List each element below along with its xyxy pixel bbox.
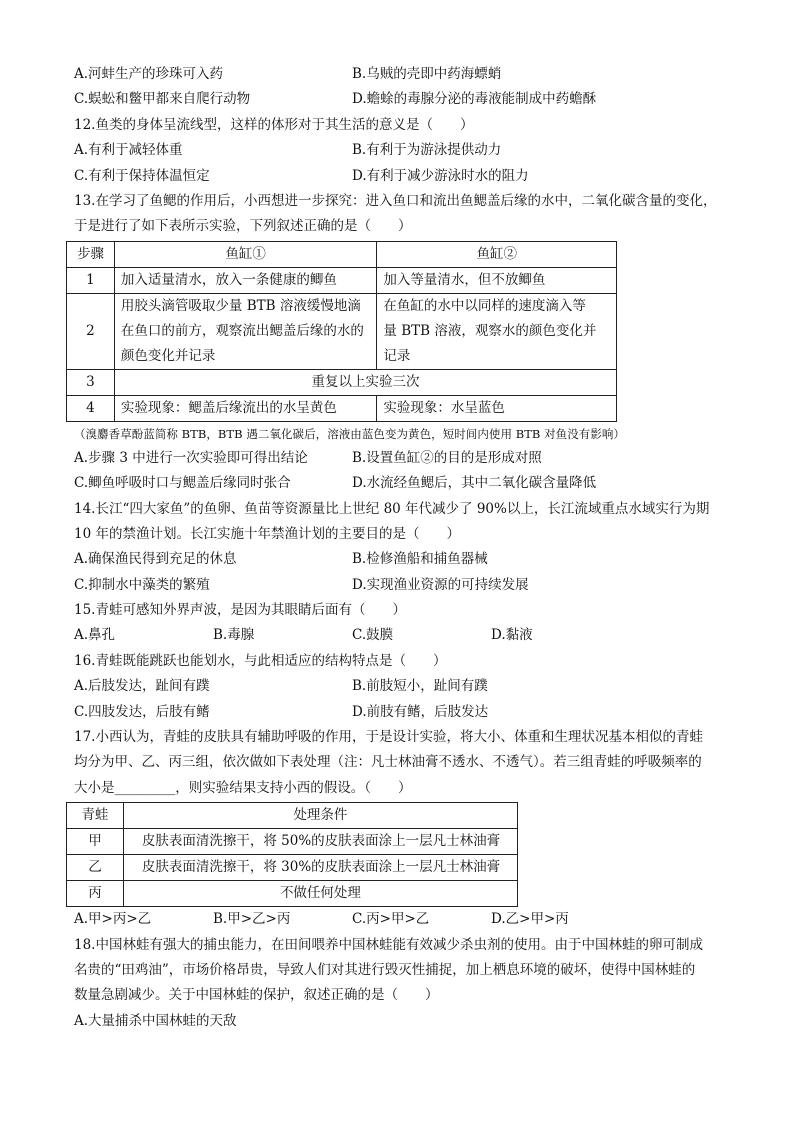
q17-option-c[interactable]: C.丙>甲>乙 bbox=[352, 911, 430, 928]
q15-option-a[interactable]: A.鼻孔 bbox=[74, 627, 116, 644]
group-label: 乙 bbox=[67, 855, 124, 881]
cell-line: 在鱼缸的水中以同样的速度滴入等 bbox=[383, 297, 586, 314]
q12-options-ab bbox=[74, 138, 739, 163]
q11-option-c[interactable]: C.蜈蚣和鳖甲都来自爬行动物 bbox=[74, 91, 251, 108]
q12-stem: 12.鱼类的身体呈流线型，这样的体形对于其生活的意义是（ ） bbox=[74, 116, 474, 133]
q13-option-d[interactable]: D.水流经鱼鳃后，其中二氧化碳含量降低 bbox=[352, 475, 597, 492]
table-row bbox=[67, 293, 617, 369]
q18-stem-line1: 18.中国林蛙有强大的捕虫能力，在田间喂养中国林蛙能有效减少杀虫剂的使用。由于中国林蛙的卵可制成 bbox=[74, 936, 703, 953]
q17-option-a[interactable]: A.甲>丙>乙 bbox=[74, 911, 152, 928]
cell-line: 用胶头滴管吸取少量 BTB 溶液缓慢地滴 bbox=[120, 297, 361, 314]
q12-option-a[interactable]: A.有利于减轻体重 bbox=[74, 142, 183, 159]
header-condition: 处理条件 bbox=[123, 803, 517, 829]
step-number: 1 bbox=[67, 267, 115, 293]
q17-treatment-table bbox=[66, 802, 518, 907]
header-tank-1: 鱼缸① bbox=[114, 241, 377, 267]
q14-option-c[interactable]: C.抑制水中藻类的繁殖 bbox=[74, 576, 210, 593]
q12-option-b[interactable]: B.有利于为游泳提供动力 bbox=[352, 142, 502, 159]
q12-option-c[interactable]: C.有利于保持体温恒定 bbox=[74, 167, 210, 184]
step-number: 2 bbox=[67, 293, 115, 369]
tank-2-cell: 实验现象：水呈蓝色 bbox=[377, 395, 617, 421]
group-label: 丙 bbox=[67, 881, 124, 907]
q17-options bbox=[74, 907, 739, 932]
q14-option-b[interactable]: B.检修渔船和捕鱼器械 bbox=[352, 551, 488, 568]
q14-options-cd bbox=[74, 573, 739, 598]
q15-option-d[interactable]: D.黏液 bbox=[491, 627, 533, 644]
q16-option-c[interactable]: C.四肢发达，后肢有鳍 bbox=[74, 703, 210, 720]
q11-options-ab bbox=[74, 62, 739, 87]
q11-option-b[interactable]: B.乌贼的壳即中药海螵蛸 bbox=[352, 66, 502, 82]
q17-option-d[interactable]: D.乙>甲>丙 bbox=[491, 911, 569, 928]
q17-stem-line2: 均分为甲、乙、丙三组，依次做如下表处理（注：凡士林油膏不透水、不透气）。若三组青蛙的呼吸频率的 bbox=[74, 754, 702, 771]
q14-option-d[interactable]: D.实现渔业资源的可持续发展 bbox=[352, 576, 529, 593]
q15-option-b[interactable]: B.毒腺 bbox=[213, 627, 255, 644]
q13-note: （溴麝香草酚蓝简称 BTB，BTB 遇二氧化碳后，溶液由蓝色变为黄色，短时间内使用 BTB 对鱼没有影响） bbox=[74, 426, 625, 441]
header-step: 步骤 bbox=[67, 241, 115, 267]
condition-cell: 皮肤表面清洗擦干，将 50%的皮肤表面涂上一层凡士林油膏 bbox=[123, 829, 517, 855]
table-row bbox=[67, 267, 617, 293]
condition-cell: 不做任何处理 bbox=[123, 881, 517, 907]
tank-1-cell bbox=[114, 293, 377, 369]
q15-option-c[interactable]: C.鼓膜 bbox=[352, 627, 394, 644]
tank-2-cell: 加入等量清水，但不放鲫鱼 bbox=[377, 267, 617, 293]
table-row bbox=[67, 881, 518, 907]
cell-line: 记录 bbox=[383, 347, 411, 364]
q13-options-cd bbox=[74, 471, 739, 496]
q13-option-b[interactable]: B.设置鱼缸②的目的是形成对照 bbox=[352, 449, 542, 466]
q11-options-cd bbox=[74, 87, 739, 112]
q16-option-a[interactable]: A.后肢发达，趾间有蹼 bbox=[74, 678, 210, 695]
q14-stem-line1: 14.长江“四大家鱼”的鱼卵、鱼苗等资源量比上世纪 80 年代减少了 90%以上，长江流域重点水域实行为期 bbox=[74, 500, 710, 517]
q14-stem-line2: 10 年的禁渔计划。长江实施十年禁渔计划的主要目的是（ ） bbox=[74, 525, 460, 542]
q12-options-cd bbox=[74, 164, 739, 189]
cell-line: 颜色变化并记录 bbox=[120, 347, 216, 364]
q16-options-ab bbox=[74, 674, 739, 699]
table-row bbox=[67, 855, 518, 881]
merged-cell: 重复以上实验三次 bbox=[114, 369, 616, 395]
q16-option-b[interactable]: B.前肢短小，趾间有蹼 bbox=[352, 678, 488, 695]
header-tank-2: 鱼缸② bbox=[377, 241, 617, 267]
q18-option-a[interactable]: A.大量捕杀中国林蛙的天敌 bbox=[74, 1012, 237, 1029]
q16-stem: 16.青蛙既能跳跃也能划水，与此相适应的结构特点是（ ） bbox=[74, 652, 447, 669]
q16-options-cd bbox=[74, 700, 739, 725]
q17-stem-line1: 17.小西认为，青蛙的皮肤具有辅助呼吸的作用，于是设计实验，将大小、体重和生理状况基本相似的青蛙 bbox=[74, 729, 703, 746]
q15-options bbox=[74, 623, 739, 648]
q14-options-ab bbox=[74, 547, 739, 572]
step-number: 4 bbox=[67, 395, 115, 421]
q11-option-a[interactable]: A.河蚌生产的珍珠可入药 bbox=[74, 66, 224, 82]
q18-stem-line2: 名贵的“田鸡油”，市场价格昂贵，导致人们对其进行毁灭性捕捉，加上栖息环境的破坏，使得中国林蛙的 bbox=[74, 961, 696, 978]
q14-option-a[interactable]: A.确保渔民得到充足的休息 bbox=[74, 551, 237, 568]
q13-experiment-table bbox=[66, 241, 617, 422]
cell-line: 在鱼口的前方，观察流出鳃盖后缘的水的 bbox=[120, 322, 364, 339]
q18-stem-line3: 数量急剧减少。关于中国林蛙的保护，叙述正确的是（ ） bbox=[74, 987, 439, 1004]
q11-option-d[interactable]: D.蟾蜍的毒腺分泌的毒液能制成中药蟾酥 bbox=[352, 91, 597, 108]
group-label: 甲 bbox=[67, 829, 124, 855]
q13-stem-line1: 13.在学习了鱼鳃的作用后，小西想进一步探究：进入鱼口和流出鱼鳃盖后缘的水中，二氧化碳含量的变化， bbox=[74, 192, 717, 209]
table-row bbox=[67, 395, 617, 421]
table-row bbox=[67, 829, 518, 855]
q13-stem-line2: 于是进行了如下表所示实验，下列叙述正确的是（ ） bbox=[74, 218, 412, 235]
tank-2-cell bbox=[377, 293, 617, 369]
tank-1-cell: 实验现象：鳃盖后缘流出的水呈黄色 bbox=[114, 395, 377, 421]
table-header-row bbox=[67, 241, 617, 267]
q15-stem: 15.青蛙可感知外界声波，是因为其眼睛后面有（ ） bbox=[74, 602, 406, 619]
table-row bbox=[67, 369, 617, 395]
cell-line: 量 BTB 溶液，观察水的颜色变化并 bbox=[383, 322, 597, 339]
q13-option-a[interactable]: A.步骤 3 中进行一次实验即可得出结论 bbox=[74, 449, 308, 466]
step-number: 3 bbox=[67, 369, 115, 395]
q12-option-d[interactable]: D.有利于减少游泳时水的阻力 bbox=[352, 167, 529, 184]
q13-option-c[interactable]: C.鲫鱼呼吸时口与鳃盖后缘同时张合 bbox=[74, 475, 291, 492]
header-frog: 青蛙 bbox=[67, 803, 124, 829]
tank-1-cell: 加入适量清水，放入一条健康的鲫鱼 bbox=[114, 267, 377, 293]
condition-cell: 皮肤表面清洗擦干，将 30%的皮肤表面涂上一层凡士林油膏 bbox=[123, 855, 517, 881]
q17-stem-line3: 大小是_________，则实验结果支持小西的假设。（ ） bbox=[74, 779, 412, 796]
q16-option-d[interactable]: D.前肢有鳍，后肢发达 bbox=[352, 703, 489, 720]
q13-options-ab bbox=[74, 446, 739, 471]
table-header-row bbox=[67, 803, 518, 829]
q17-option-b[interactable]: B.甲>乙>丙 bbox=[213, 911, 291, 928]
